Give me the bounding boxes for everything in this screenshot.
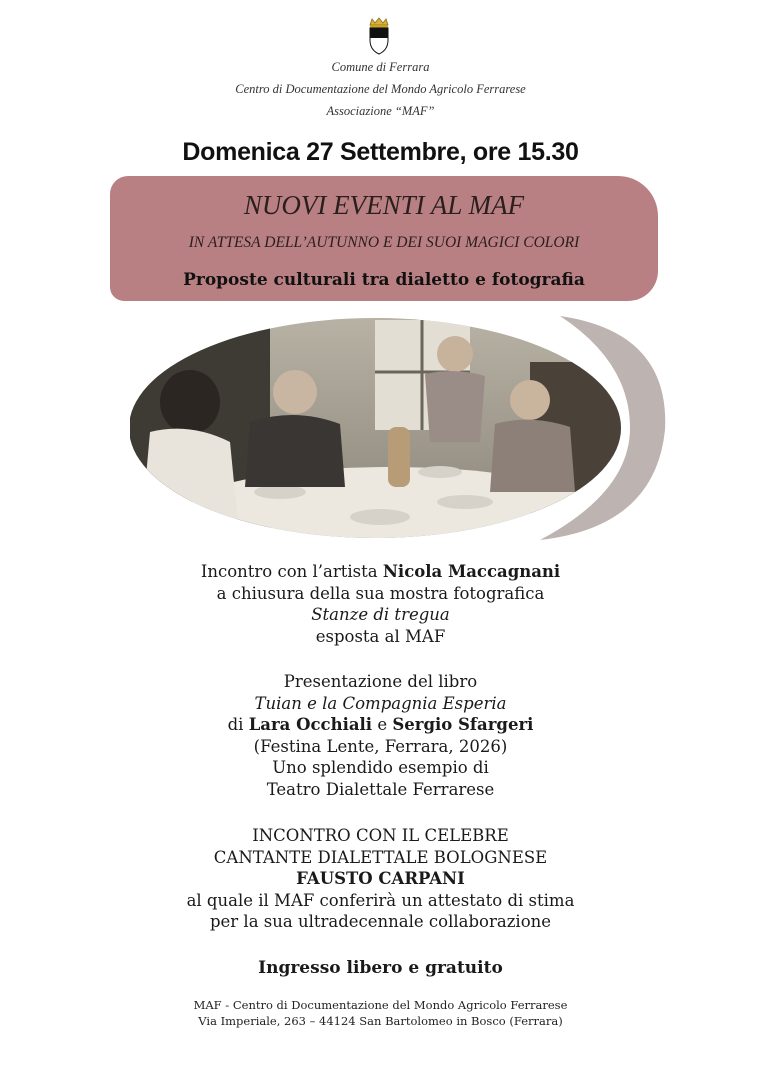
banner-proposal: Proposte culturali tra dialetto e fotografia bbox=[183, 270, 585, 290]
footer-line1: MAF - Centro di Documentazione del Mondo Agricolo Ferrarese bbox=[193, 998, 568, 1012]
book-and: e bbox=[372, 715, 393, 734]
free-entry: Ingresso libero e gratuito bbox=[258, 958, 503, 978]
book-line6: Teatro Dialettale Ferrarese bbox=[266, 779, 495, 799]
singer-line2: CANTANTE DIALETTALE BOLOGNESE bbox=[213, 847, 548, 867]
banner-title: NUOVI EVENTI AL MAF bbox=[243, 190, 525, 220]
event-date: Domenica 27 Settembre, ore 15.30 bbox=[182, 138, 579, 166]
ferrara-crest-logo bbox=[367, 16, 391, 56]
org-comune: Comune di Ferrara bbox=[331, 60, 430, 74]
book-title: Tuian e la Compagnia Esperia bbox=[254, 693, 507, 713]
artist-line4: esposta al MAF bbox=[315, 626, 446, 646]
footer-line2: Via Imperiale, 263 – 44124 San Bartolomeo in Bosco (Ferrara) bbox=[198, 1014, 563, 1028]
org-associazione: Associazione “MAF” bbox=[326, 104, 435, 118]
artist-name: Nicola Maccagnani bbox=[382, 562, 561, 581]
org-centro: Centro di Documentazione del Mondo Agricolo Ferrarese bbox=[235, 82, 526, 96]
banner-subtitle: IN ATTESA DELL’AUTUNNO E DEI SUOI MAGICI COLORI bbox=[188, 234, 580, 251]
event-photo bbox=[130, 312, 670, 544]
singer-name: FAUSTO CARPANI bbox=[296, 869, 465, 888]
book-intro: Presentazione del libro bbox=[283, 672, 478, 691]
book-di: di bbox=[227, 715, 249, 734]
section-artist bbox=[0, 561, 761, 647]
section-book bbox=[0, 671, 761, 800]
author-2: Sergio Sfargeri bbox=[392, 715, 534, 734]
artist-intro: Incontro con l’artista bbox=[200, 562, 383, 581]
singer-line5: per la sua ultradecennale collaborazione bbox=[209, 912, 552, 931]
exhibit-title: Stanze di tregua bbox=[311, 605, 450, 624]
singer-line1: INCONTRO CON IL CELEBRE bbox=[252, 826, 509, 845]
artist-line2: a chiusura della sua mostra fotografica bbox=[216, 583, 545, 603]
section-singer bbox=[0, 825, 761, 933]
book-line5: Uno splendido esempio di bbox=[272, 758, 489, 777]
author-1: Lara Occhiali bbox=[248, 715, 373, 734]
singer-line4: al quale il MAF conferirà un attestato di stima bbox=[186, 890, 575, 910]
book-publisher: (Festina Lente, Ferrara, 2026) bbox=[253, 736, 508, 756]
